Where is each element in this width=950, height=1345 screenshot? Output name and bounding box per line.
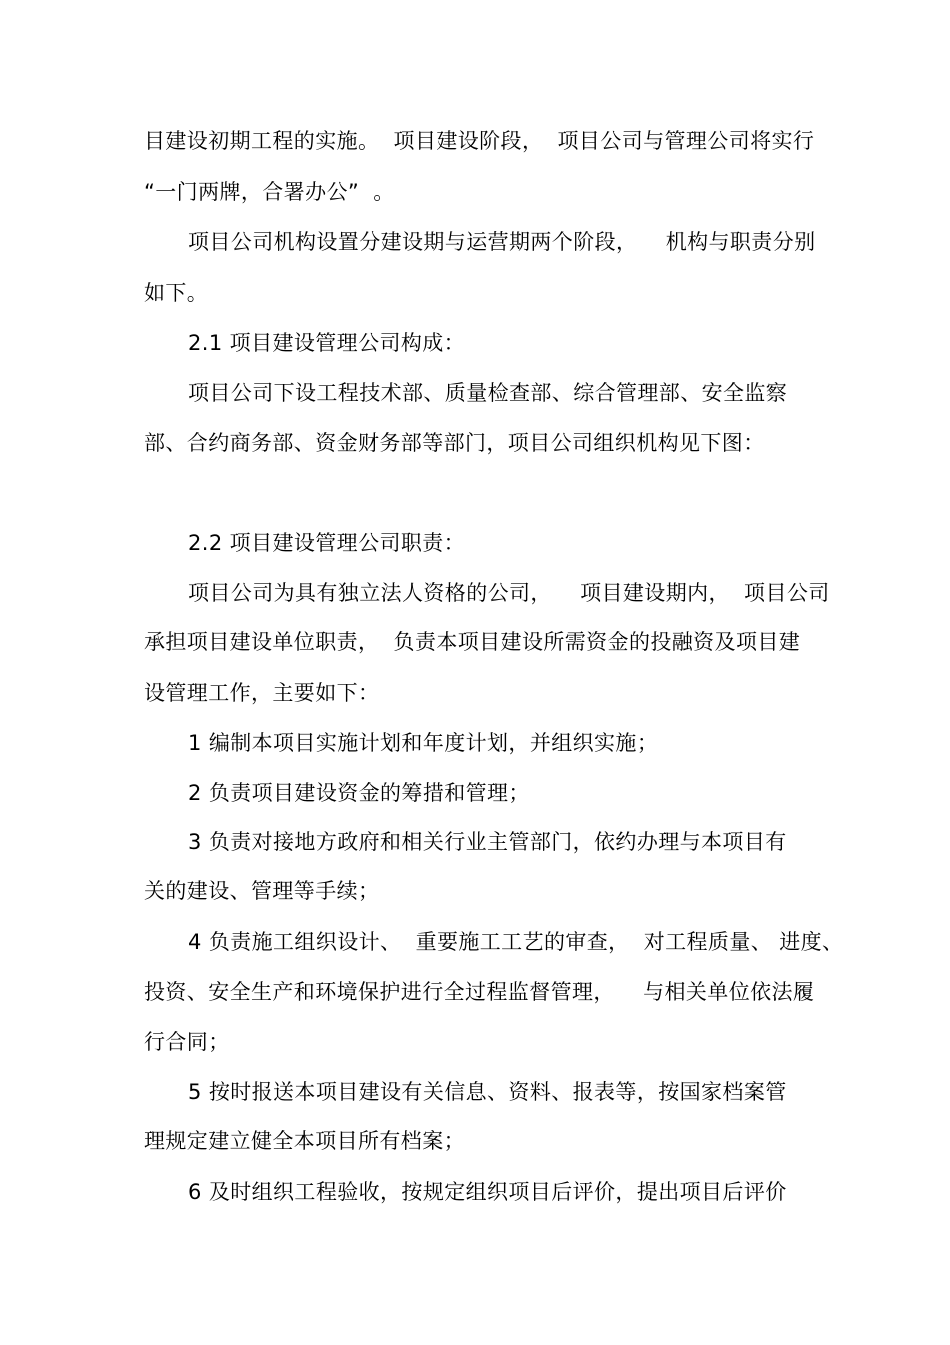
text-line: 目建设初期工程的实施。 项目建设阶段， 项目公司与管理公司将实行: [144, 129, 815, 153]
text-line: 如下。: [144, 281, 209, 305]
list-item: 3 负责对接地方政府和相关行业主管部门，依约办理与本项目有: [188, 830, 787, 854]
text-line: 承担项目建设单位职责， 负责本项目建设所需资金的投融资及项目建: [144, 630, 801, 654]
text-line: 部、合约商务部、资金财务部等部门，项目公司组织机构见下图：: [144, 431, 765, 455]
paragraph-text: 项目公司下设工程技术部、质量检查部、综合管理部、安全监察: [188, 381, 788, 405]
text-line: 设管理工作，主要如下：: [144, 681, 380, 705]
text-line: 关的建设、管理等手续；: [144, 879, 380, 903]
list-item: 4 负责施工组织设计、 重要施工工艺的审查， 对工程质量、 进度、: [188, 930, 844, 954]
text-line: 行合同；: [144, 1030, 230, 1054]
text-line: 理规定建立健全本项目所有档案；: [144, 1129, 465, 1153]
list-item: 6 及时组织工程验收，按规定组织项目后评价，提出项目后评价: [188, 1180, 787, 1204]
list-item: 2 负责项目建设资金的筹措和管理；: [188, 781, 530, 805]
text-line: “一门两牌，合署办公” 。: [144, 180, 395, 204]
section-heading: 2.1 项目建设管理公司构成：: [188, 331, 466, 355]
list-item: 5 按时报送本项目建设有关信息、资料、报表等，按国家档案管: [188, 1080, 787, 1104]
paragraph-text: 项目公司为具有独立法人资格的公司， 项目建设期内， 项目公司: [188, 581, 830, 605]
text-line: 投资、安全生产和环境保护进行全过程监督管理， 与相关单位依法履: [144, 980, 815, 1004]
section-heading: 2.2 项目建设管理公司职责：: [188, 531, 466, 555]
paragraph-text: 项目公司机构设置分建设期与运营期两个阶段， 机构与职责分别: [188, 230, 816, 254]
list-item: 1 编制本项目实施计划和年度计划，并组织实施；: [188, 731, 659, 755]
